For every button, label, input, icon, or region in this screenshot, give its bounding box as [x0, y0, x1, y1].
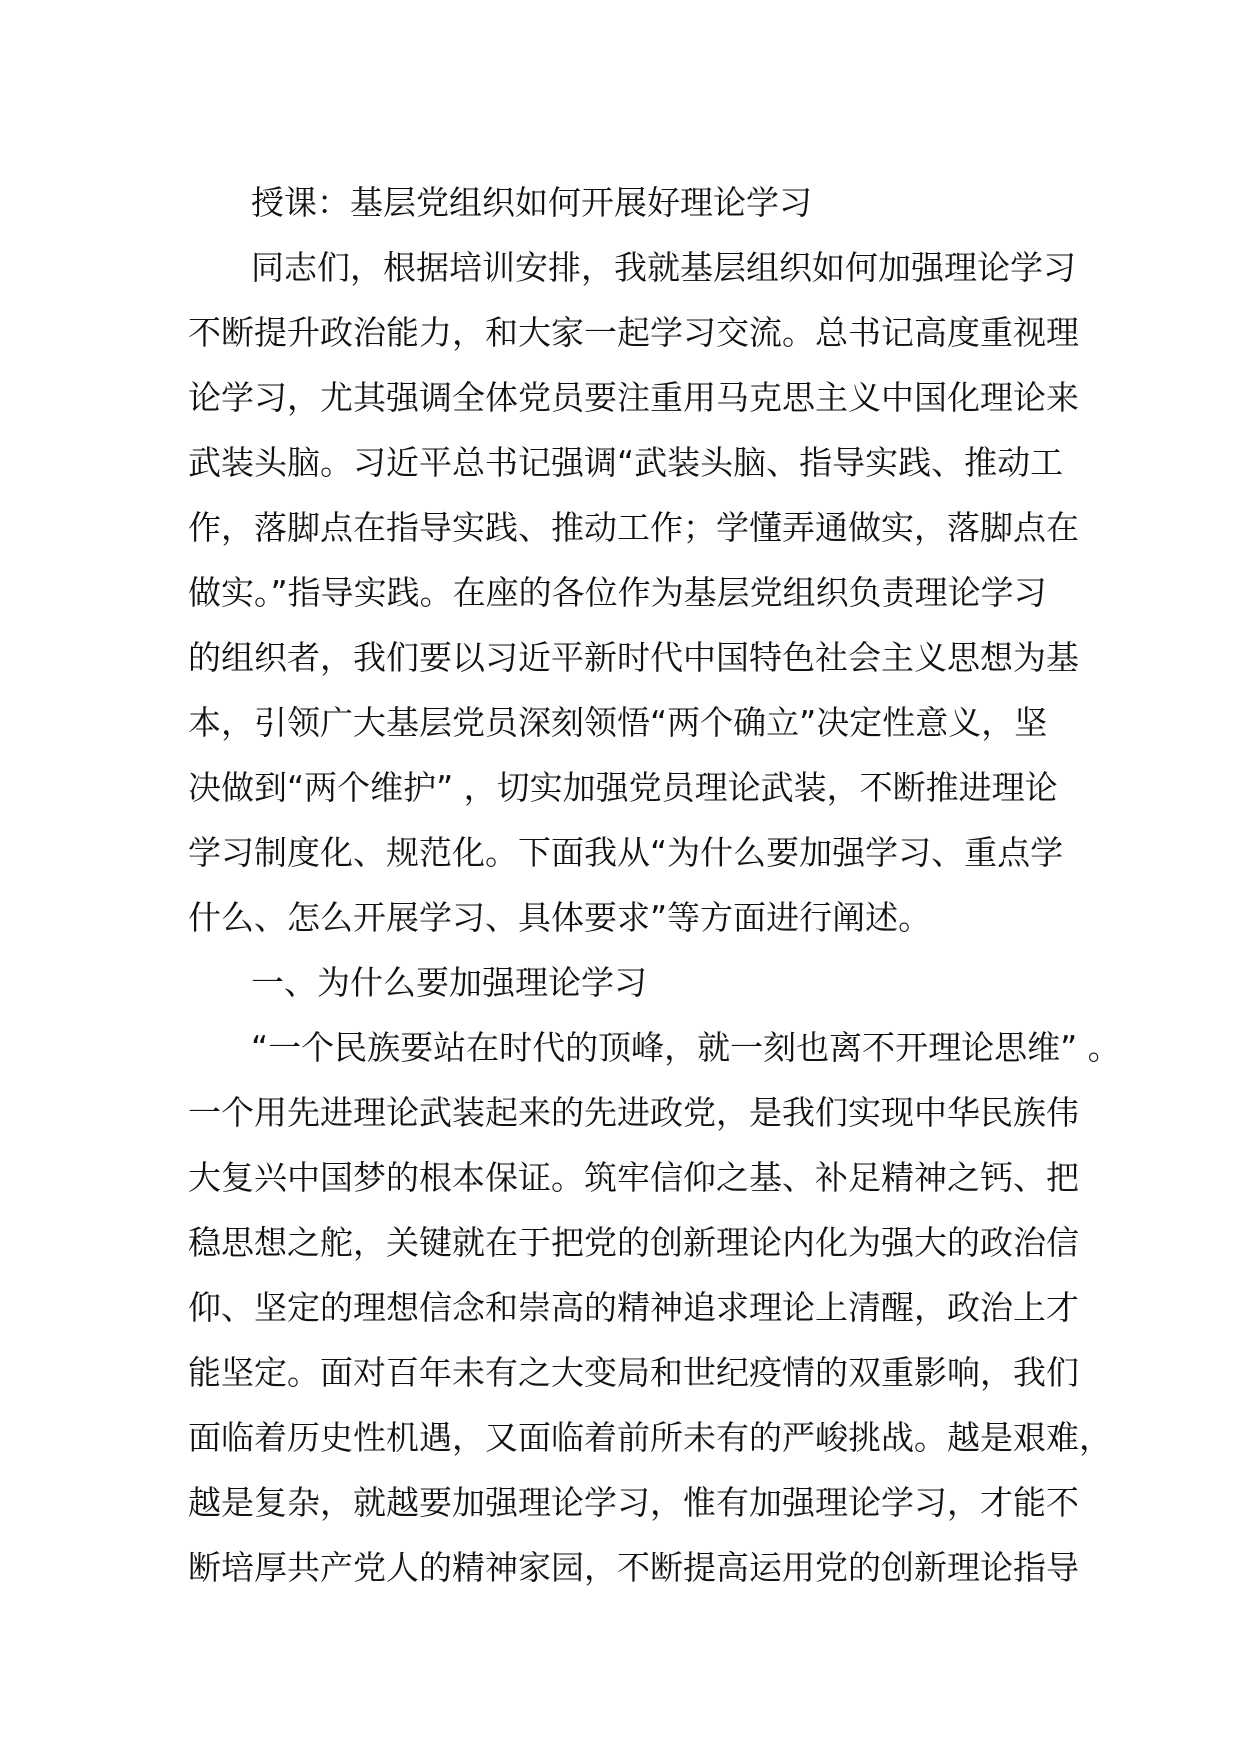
paragraph-line: 什么、怎么开展学习、具体要求”等方面进行阐述。	[188, 898, 932, 937]
paragraph-line: “一个民族要站在时代的顶峰，就一刻也离不开理论思维” 。	[251, 1028, 1121, 1067]
paragraph-line: 决做到“两个维护” ，切实加强党员理论武装，不断推进理论	[188, 768, 1058, 807]
paragraph-line: 同志们，根据培训安排，我就基层组织如何加强理论学习	[251, 248, 1076, 287]
paragraph-line: 做实。”指导实践。在座的各位作为基层党组织负责理论学习	[188, 573, 1047, 612]
paragraph-line: 稳思想之舵，关键就在于把党的创新理论内化为强大的政治信	[188, 1223, 1079, 1262]
paragraph-line: 学习制度化、规范化。下面我从“为什么要加强学习、重点学	[188, 833, 1064, 872]
paragraph-line: 作，落脚点在指导实践、推动工作；学懂弄通做实，落脚点在	[188, 508, 1079, 547]
paragraph-line: 论学习，尤其强调全体党员要注重用马克思主义中国化理论来	[188, 378, 1079, 417]
paragraph-line: 武装头脑。习近平总书记强调“武装头脑、指导实践、推动工	[188, 443, 1064, 482]
paragraph-line: 能坚定。面对百年未有之大变局和世纪疫情的双重影响，我们	[188, 1353, 1079, 1392]
paragraph-line: 的组织者，我们要以习近平新时代中国特色社会主义思想为基	[188, 638, 1079, 677]
paragraph-line: 一个用先进理论武装起来的先进政党，是我们实现中华民族伟	[188, 1093, 1079, 1132]
paragraph-line: 面临着历史性机遇，又面临着前所未有的严峻挑战。越是艰难，	[188, 1418, 1112, 1457]
paragraph-line: 越是复杂，就越要加强理论学习，惟有加强理论学习，才能不	[188, 1483, 1079, 1522]
paragraph-line: 断培厚共产党人的精神家园，不断提高运用党的创新理论指导	[188, 1548, 1079, 1587]
paragraph-line: 本，引领广大基层党员深刻领悟“两个确立”决定性意义，坚	[188, 703, 1048, 742]
document-title: 授课：基层党组织如何开展好理论学习	[251, 183, 812, 222]
paragraph-line: 不断提升政治能力，和大家一起学习交流。总书记高度重视理	[188, 313, 1079, 352]
document-page	[188, 170, 1121, 1600]
paragraph-line: 仰、坚定的理想信念和崇高的精神追求理论上清醒，政治上才	[188, 1288, 1079, 1327]
section-heading: 一、为什么要加强理论学习	[251, 963, 647, 1002]
paragraph-line: 大复兴中国梦的根本保证。筑牢信仰之基、补足精神之钙、把	[188, 1158, 1079, 1197]
